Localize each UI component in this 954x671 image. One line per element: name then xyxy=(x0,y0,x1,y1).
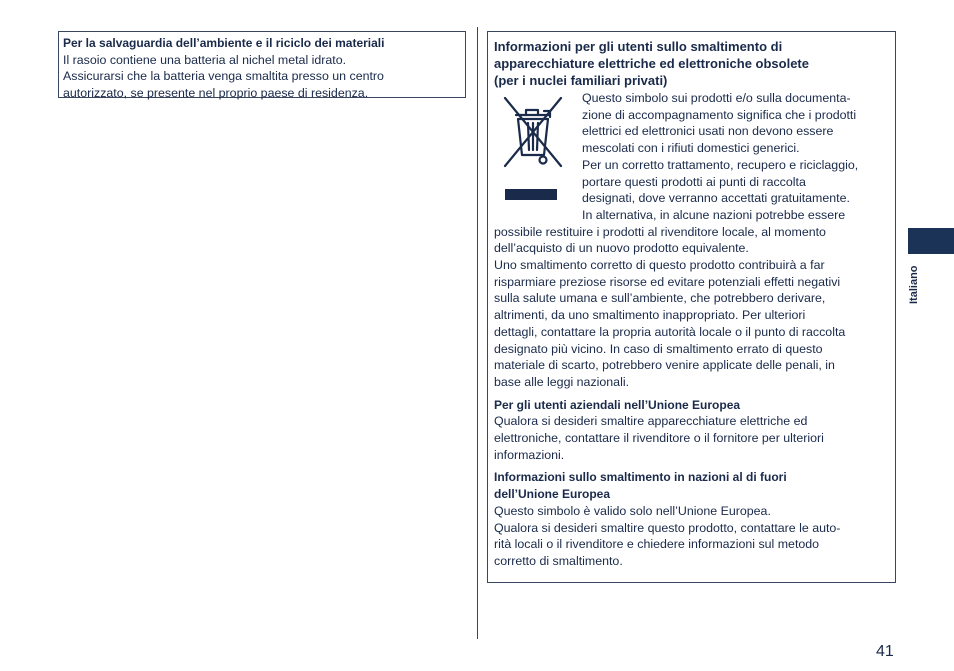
outside-eu-heading-line: dell’Unione Europea xyxy=(494,487,611,502)
body-line: designato più vicino. In caso di smaltimento errato di questo xyxy=(494,341,823,356)
weee-title-line: (per i nuclei familiari privati) xyxy=(494,73,668,88)
body-line: dettagli, contattare la propria autorità locale o il punto di raccolta xyxy=(494,324,846,339)
intro-line: zione di accompagnamento significa che i prodotti xyxy=(582,107,857,122)
business-users-heading: Per gli utenti aziendali nell’Unione Europea xyxy=(494,397,741,412)
body-line: dell’acquisto di un nuovo prodotto equivalente. xyxy=(494,241,749,256)
weee-disposal-box xyxy=(487,31,896,583)
body-line: altrimenti, da uno smaltimento inappropriato. Per ulteriori xyxy=(494,308,806,323)
weee-title xyxy=(494,38,889,89)
outside-eu-line: rità locali o il rivenditore e chiedere informazioni sul metodo xyxy=(494,537,820,552)
intro-line: In alternativa, in alcune nazioni potrebbe essere xyxy=(582,207,846,222)
intro-line: designati, dove verranno accettati gratuitamente. xyxy=(582,191,850,206)
page-number: 41 xyxy=(876,643,894,660)
language-tab-label: Italiano xyxy=(908,265,920,305)
column-divider xyxy=(477,27,478,639)
language-tab-marker xyxy=(908,228,954,254)
weee-symbol xyxy=(494,90,576,216)
outside-eu-heading xyxy=(494,469,889,502)
weee-title-line: apparecchiature elettriche ed elettroniche obsolete xyxy=(494,56,809,71)
intro-line: Questo simbolo sui prodotti e/o sulla documenta- xyxy=(582,91,851,105)
body-line: base alle leggi nazionali. xyxy=(494,374,630,389)
environment-recycling-heading: Per la salvaguardia dell’ambiente e il riciclo dei materiali xyxy=(63,36,385,50)
environment-line: autorizzato, se presente nel proprio paese di residenza. xyxy=(63,85,369,100)
outside-eu-line: Questo simbolo è valido solo nell’Unione Europea. xyxy=(494,503,771,518)
environment-line: Assicurarsi che la batteria venga smaltita presso un centro xyxy=(63,69,384,84)
business-line: Qualora si desideri smaltire apparecchiature elettriche ed xyxy=(494,414,808,429)
environment-recycling-box xyxy=(58,31,466,98)
intro-line: portare questi prodotti ai punti di raccolta xyxy=(582,174,806,189)
symbol-bar xyxy=(505,189,557,200)
weee-body xyxy=(494,224,889,391)
intro-line: mescolati con i rifiuti domestici generici. xyxy=(582,141,800,156)
weee-intro xyxy=(494,90,889,224)
weee-title-line: Informazioni per gli utenti sullo smaltimento di xyxy=(494,39,783,54)
outside-eu-text xyxy=(494,503,889,570)
body-line: risparmiare preziose risorse ed evitare potenziali effetti negativi xyxy=(494,274,841,289)
intro-line: elettrici ed elettronici usati non devono essere xyxy=(582,124,834,139)
body-line: materiale di scarto, potrebbero venire applicate delle penali, in xyxy=(494,358,835,373)
business-line: informazioni. xyxy=(494,447,565,462)
body-line: sulla salute umana e sull’ambiente, che potrebbero derivare, xyxy=(494,291,826,306)
body-line: possibile restituire i prodotti al rivenditore locale, al momento xyxy=(494,224,826,239)
body-line: Uno smaltimento corretto di questo prodotto contribuirà a far xyxy=(494,258,825,273)
intro-line: Per un corretto trattamento, recupero e riciclaggio, xyxy=(582,157,859,172)
environment-line: Il rasoio contiene una batteria al nichel metal idrato. xyxy=(63,52,347,67)
outside-eu-heading-line: Informazioni sullo smaltimento in nazioni al di fuori xyxy=(494,470,787,485)
business-users-text xyxy=(494,413,889,463)
outside-eu-line: corretto di smaltimento. xyxy=(494,553,623,568)
outside-eu-line: Qualora si desideri smaltire questo prodotto, contattare le auto- xyxy=(494,520,841,535)
business-line: elettroniche, contattare il rivenditore o il fornitore per ulteriori xyxy=(494,431,824,446)
crossed-out-wheelie-bin-icon xyxy=(502,95,564,169)
